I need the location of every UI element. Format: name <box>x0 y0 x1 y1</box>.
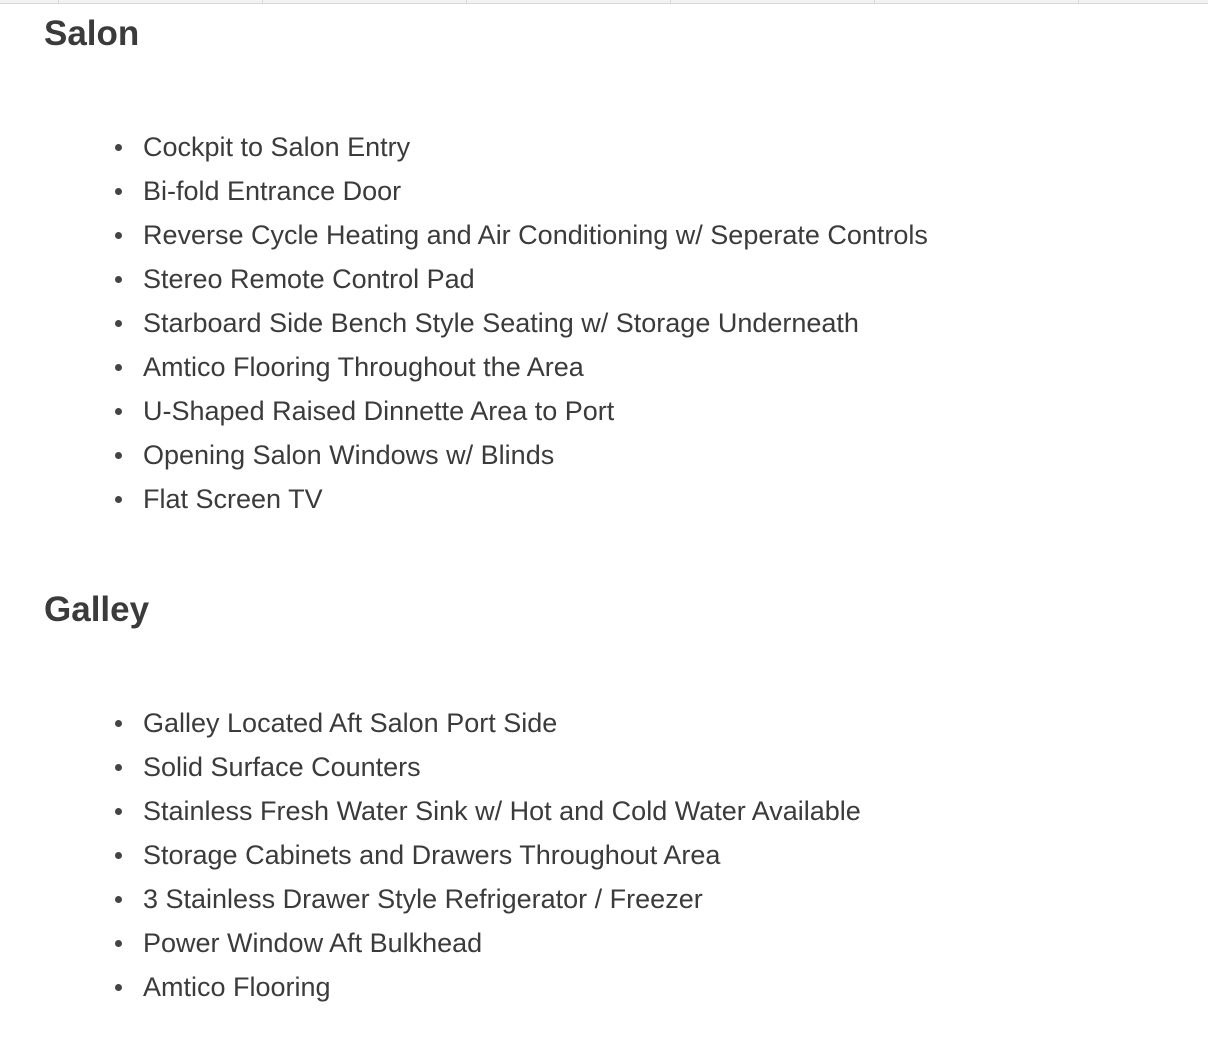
bullet-icon <box>115 896 122 903</box>
tab-divider <box>58 0 59 4</box>
bullet-icon <box>115 276 122 283</box>
list-item <box>44 389 928 433</box>
list-item <box>44 701 861 745</box>
list-item-text: U-Shaped Raised Dinnette Area to Port <box>143 396 615 426</box>
list-item-text: Starboard Side Bench Style Seating w/ Storage Underneath <box>143 308 859 338</box>
list-item <box>44 477 928 521</box>
list-item-text: Cockpit to Salon Entry <box>143 132 411 162</box>
list-item <box>44 877 861 921</box>
tab-divider <box>466 0 467 4</box>
bullet-icon <box>115 144 122 151</box>
list-item-text: Opening Salon Windows w/ Blinds <box>143 440 555 470</box>
tab-divider <box>262 0 263 4</box>
list-item <box>44 301 928 345</box>
tab-divider <box>1078 0 1079 4</box>
list-item <box>44 745 861 789</box>
galley-section <box>44 590 861 1009</box>
list-item-text: Storage Cabinets and Drawers Throughout Area <box>143 840 721 870</box>
salon-feature-list <box>44 125 928 521</box>
bullet-icon <box>115 188 122 195</box>
bullet-icon <box>115 452 122 459</box>
salon-heading: Salon <box>44 14 140 53</box>
list-item-text: 3 Stainless Drawer Style Refrigerator / Freezer <box>143 884 703 914</box>
list-item-text: Stereo Remote Control Pad <box>143 264 475 294</box>
list-item-text: Bi-fold Entrance Door <box>143 176 402 206</box>
tab-divider <box>874 0 875 4</box>
bullet-icon <box>115 496 122 503</box>
bullet-icon <box>115 720 122 727</box>
list-item <box>44 433 928 477</box>
bullet-icon <box>115 364 122 371</box>
list-item <box>44 213 928 257</box>
salon-section <box>44 14 928 521</box>
bullet-icon <box>115 320 122 327</box>
list-item-text: Flat Screen TV <box>143 484 323 514</box>
galley-feature-list <box>44 701 861 1009</box>
list-item-text: Power Window Aft Bulkhead <box>143 928 483 958</box>
bullet-icon <box>115 764 122 771</box>
list-item <box>44 257 928 301</box>
list-item-text: Galley Located Aft Salon Port Side <box>143 708 558 738</box>
list-item-text: Stainless Fresh Water Sink w/ Hot and Cold Water Available <box>143 796 861 826</box>
list-item-text: Reverse Cycle Heating and Air Conditioning w/ Seperate Controls <box>143 220 928 250</box>
list-item-text: Solid Surface Counters <box>143 752 421 782</box>
bullet-icon <box>115 408 122 415</box>
list-item <box>44 921 861 965</box>
bullet-icon <box>115 984 122 991</box>
bullet-icon <box>115 852 122 859</box>
bullet-icon <box>115 232 122 239</box>
bullet-icon <box>115 808 122 815</box>
list-item <box>44 125 928 169</box>
list-item <box>44 965 861 1009</box>
list-item <box>44 789 861 833</box>
list-item-text: Amtico Flooring <box>143 972 331 1002</box>
list-item-text: Amtico Flooring Throughout the Area <box>143 352 584 382</box>
list-item <box>44 833 861 877</box>
bullet-icon <box>115 940 122 947</box>
tab-divider <box>670 0 671 4</box>
top-tab-strip <box>0 0 1208 4</box>
list-item <box>44 169 928 213</box>
galley-heading: Galley <box>44 590 150 629</box>
list-item <box>44 345 928 389</box>
